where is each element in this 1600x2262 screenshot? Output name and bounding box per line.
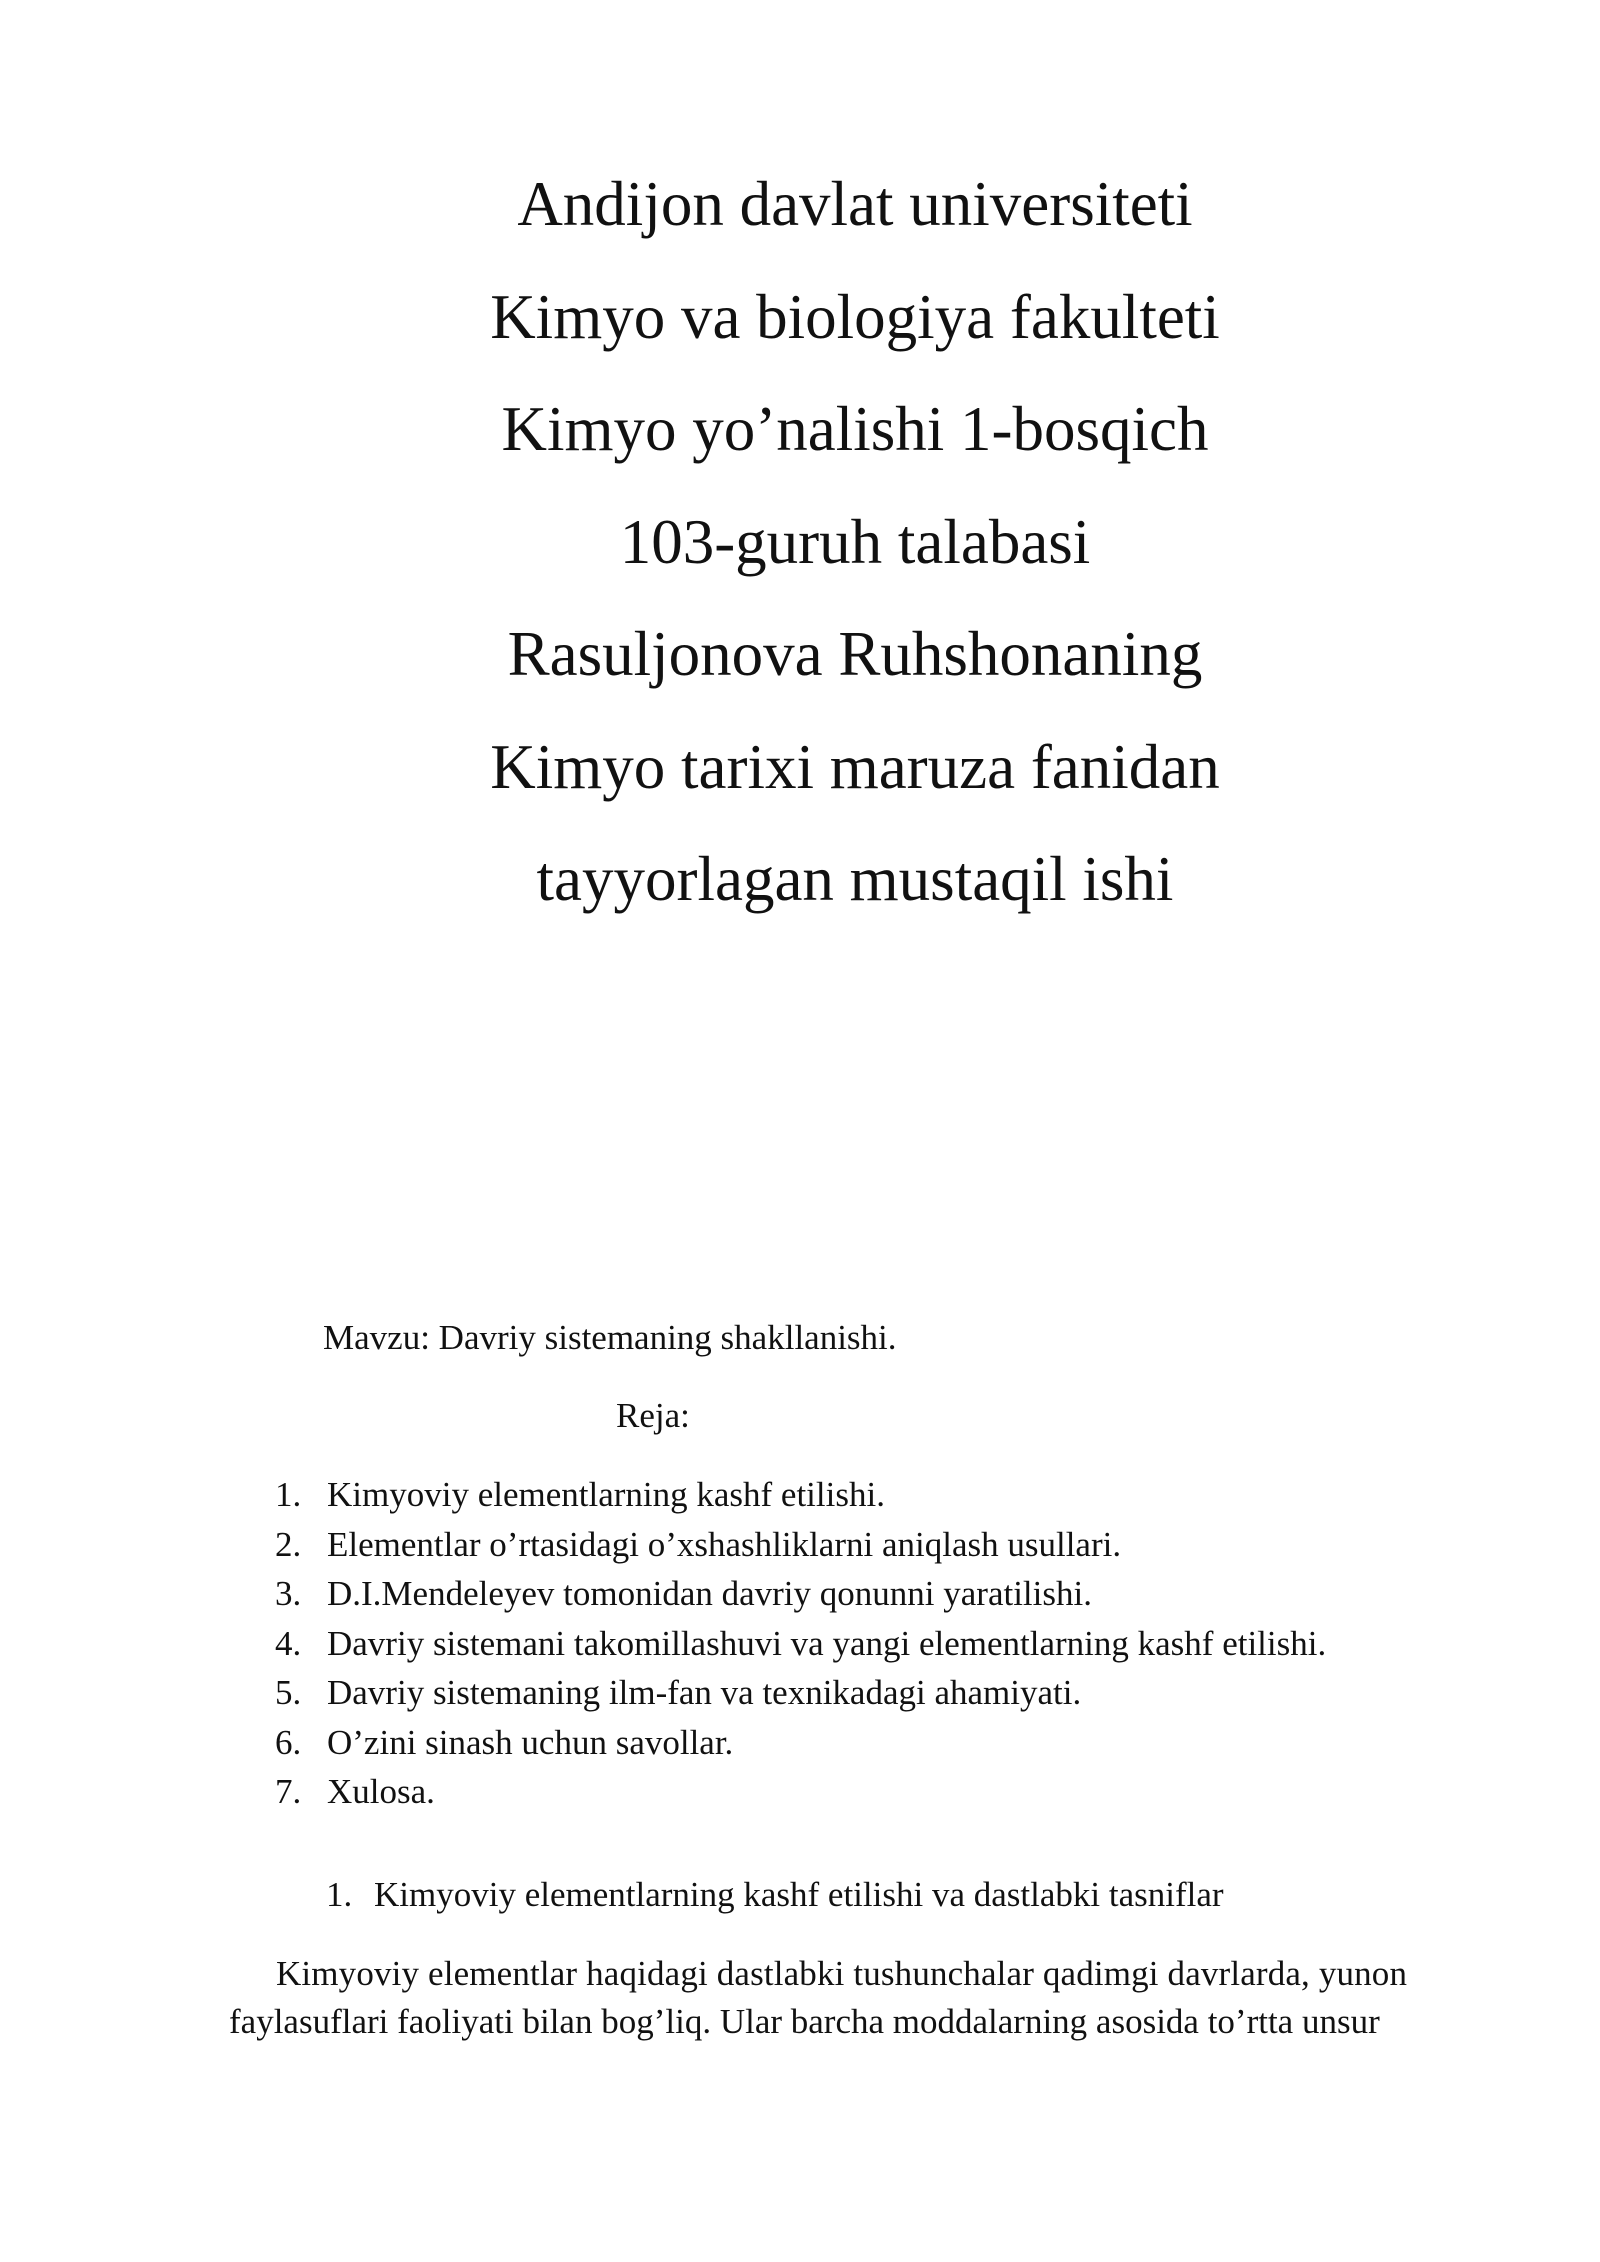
title-line-faculty: Kimyo va biologiya fakulteti bbox=[490, 281, 1220, 352]
title-block bbox=[0, 148, 1600, 936]
plan-item-text: Elementlar o’rtasidagi o’xshashliklarni aniqlash usullari. bbox=[327, 1524, 1122, 1564]
plan-item-text: Xulosa. bbox=[327, 1772, 435, 1811]
section-number: 1. bbox=[326, 1875, 353, 1914]
plan-item-number: 4. bbox=[275, 1623, 302, 1663]
plan-item-text: D.I.Mendeleyev tomonidan davriy qonunni yaratilishi. bbox=[327, 1574, 1092, 1613]
paragraph-line: Kimyoviy elementlar haqidagi dastlabki tushunchalar qadimgi davrlarda, yunon bbox=[276, 1954, 1408, 1993]
title-line-student: Rasuljonova Ruhshonaning bbox=[507, 619, 1203, 689]
title-line-university: Andijon davlat universiteti bbox=[517, 169, 1193, 239]
plan-heading: Reja: bbox=[616, 1396, 690, 1435]
topic-line: Mavzu: Davriy sistemaning shakllanishi. bbox=[323, 1318, 897, 1357]
plan-item-number: 3. bbox=[275, 1574, 302, 1613]
title-line-subject: Kimyo tarixi maruza fanidan bbox=[490, 731, 1220, 802]
plan-item-text: Kimyoviy elementlarning kashf etilishi. bbox=[327, 1475, 885, 1514]
section-heading bbox=[0, 1873, 1600, 1917]
body-paragraph bbox=[229, 1950, 1479, 2046]
plan-item-number: 6. bbox=[275, 1722, 302, 1762]
plan-item-text: O’zini sinash uchun savollar. bbox=[327, 1722, 734, 1762]
plan-item-number: 1. bbox=[275, 1475, 302, 1514]
plan-item-number: 7. bbox=[275, 1772, 302, 1811]
title-line-direction: Kimyo yo’nalishi 1-bosqich bbox=[501, 394, 1209, 464]
section-title: Kimyoviy elementlarning kashf etilishi va dastlabki tasniflar bbox=[374, 1875, 1224, 1914]
title-line-work: tayyorlagan mustaqil ishi bbox=[536, 844, 1174, 914]
plan-item-text: Davriy sistemaning ilm-fan va texnikadagi ahamiyati. bbox=[327, 1673, 1082, 1712]
paragraph-line: faylasuflari faoliyati bilan bog’liq. Ular barcha moddalarning asosida to’rtta unsur bbox=[229, 2002, 1380, 2041]
plan-item-number: 2. bbox=[275, 1524, 302, 1564]
plan-item-text: Davriy sistemani takomillashuvi va yangi elementlarning kashf etilishi. bbox=[327, 1623, 1327, 1663]
plan-item-number: 5. bbox=[275, 1673, 302, 1712]
title-line-group: 103-guruh talabasi bbox=[619, 506, 1091, 577]
